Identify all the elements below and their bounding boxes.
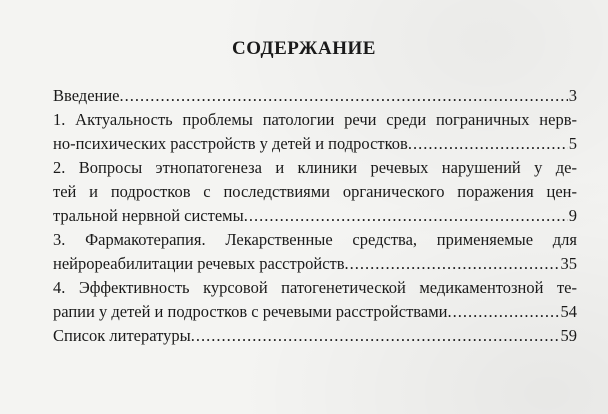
toc-entry-last-line [53,204,577,228]
dot-leader [408,132,568,156]
toc-entry-last-line [53,132,577,156]
dot-leader [244,204,568,228]
toc-entry-last-line [53,300,577,324]
toc-entry-title: Введение [53,86,120,105]
toc-page-number: 3 [568,86,577,105]
toc-entry-title: тральной нервной системы [53,206,244,225]
dot-leader [447,300,559,324]
toc-entry-title: нейрореабилитации речевых расстройств [53,254,345,273]
toc-page-number: 9 [568,206,577,225]
dot-leader [120,84,568,108]
toc-entry-text: тей и подростков с последствиями органического поражения цен- [53,182,577,201]
toc-entry[interactable] [53,276,577,324]
toc-page-number: 5 [568,134,577,153]
toc-entry[interactable] [53,84,577,108]
toc-entry[interactable] [53,108,577,156]
toc-entry-last-line [53,324,577,348]
toc-entry-title: но-психических расстройств у детей и подростков [53,134,408,153]
toc-entry-text: 1. Актуальность проблемы патологии речи среди пограничных нерв- [53,110,577,129]
toc-page-number: 35 [560,254,577,273]
toc-entry-title: рапии у детей и подростков с речевыми расстройствами [53,302,448,321]
toc-entry-text: 2. Вопросы этнопатогенеза и клиники речевых нарушений у де- [53,158,577,177]
toc-entry-last-line [53,84,577,108]
toc-entry-last-line [53,252,577,276]
toc-entry-text: 4. Эффективность курсовой патогенетической медикаментозной те- [53,278,577,297]
toc-entry[interactable] [53,228,577,276]
toc-entry-text: 3. Фармакотерапия. Лекарственные средства, применяемые для [53,230,577,249]
page-title: СОДЕРЖАНИЕ [232,38,376,59]
toc-page-number: 54 [560,302,577,321]
toc-entry-title: Список литературы [53,326,191,345]
toc-entry[interactable] [53,324,577,348]
dot-leader [345,252,560,276]
toc-entry[interactable] [53,156,577,228]
dot-leader [191,324,560,348]
toc-page-number: 59 [560,326,577,345]
table-of-contents [53,84,577,348]
